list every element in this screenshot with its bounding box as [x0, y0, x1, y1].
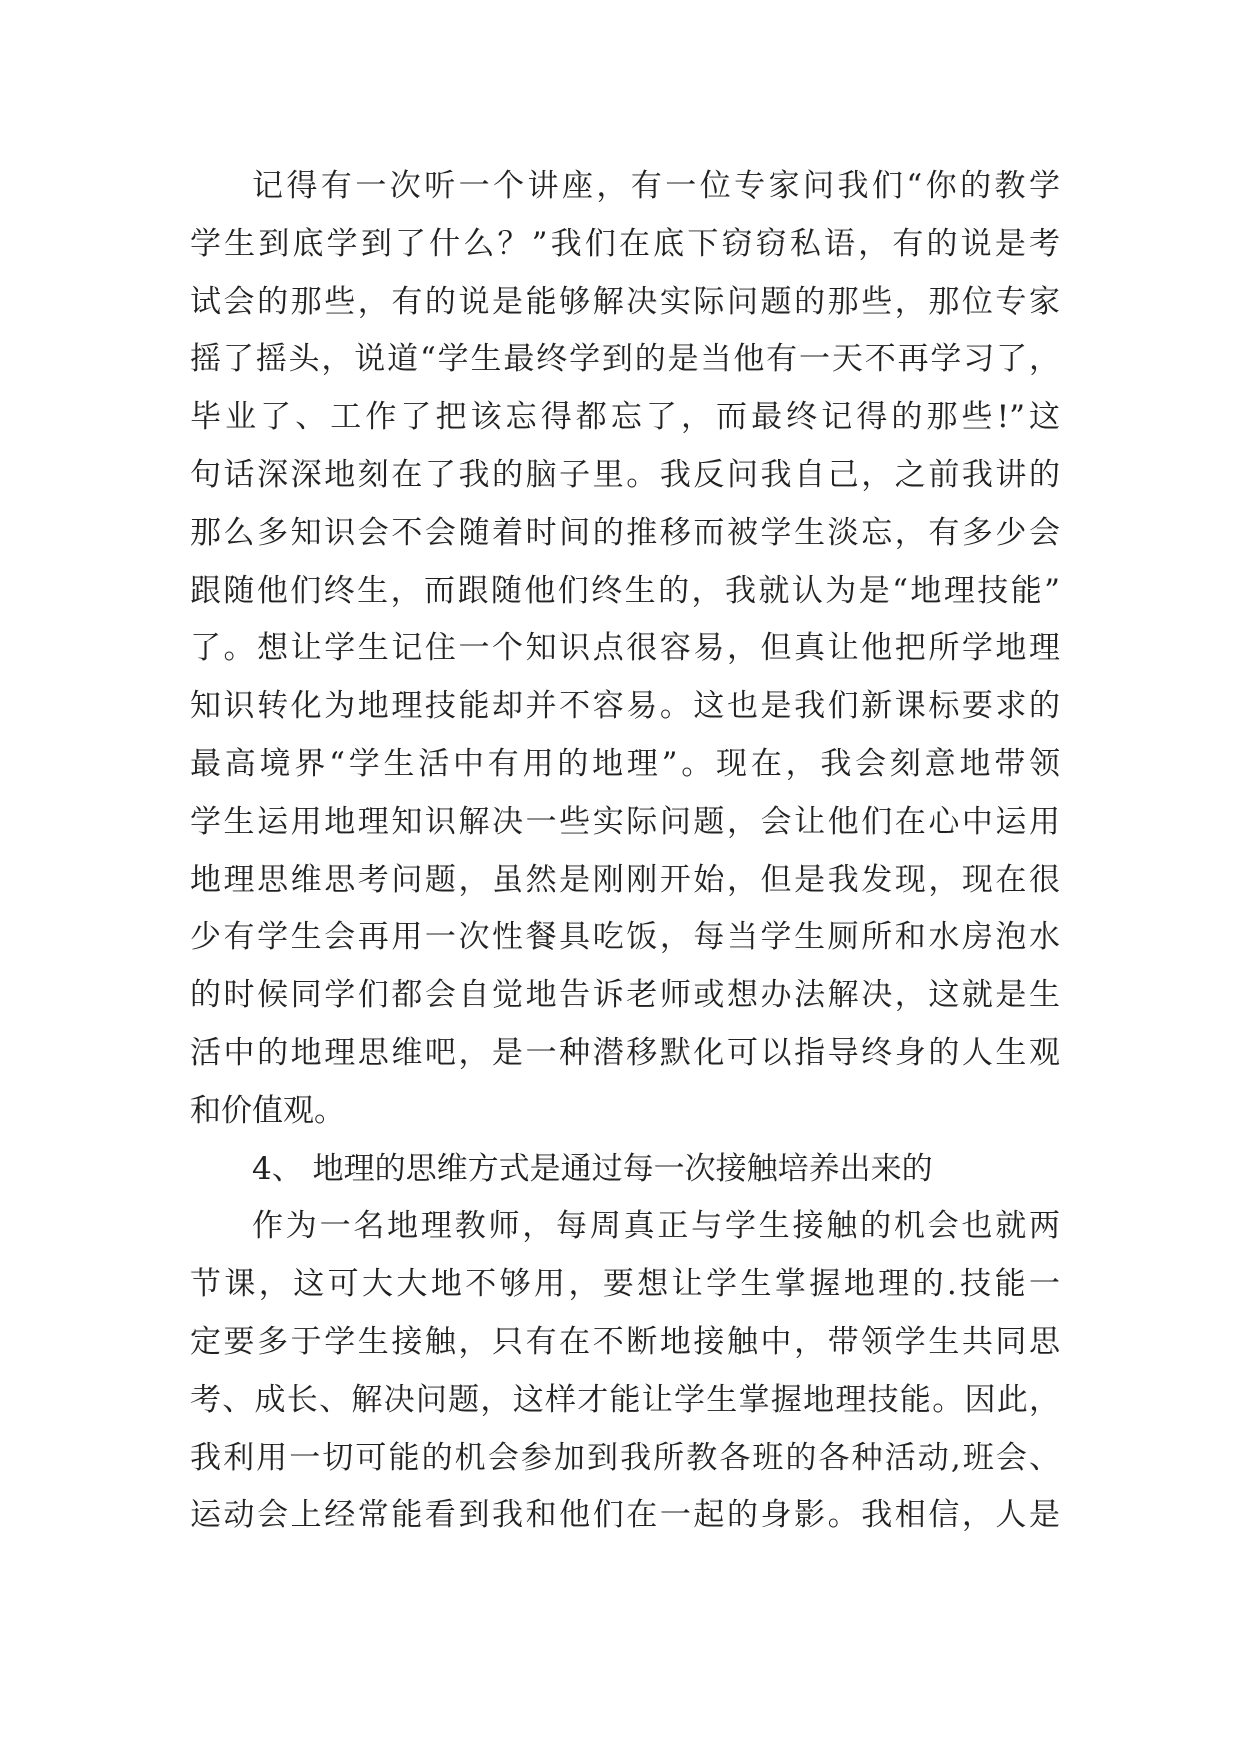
text-line: 活中的地理思维吧，是一种潜移默化可以指导终身的人生观 [190, 1034, 1060, 1071]
text-line: 知识转化为地理技能却并不容易。这也是我们新课标要求的 [190, 688, 1060, 725]
text-line: 学生到底学到了什么？”我们在底下窃窃私语，有的说是考 [190, 225, 1060, 262]
text-line: 句话深深地刻在了我的脑子里。我反问我自己，之前我讲的 [190, 456, 1060, 493]
text-line: 跟随他们终生，而跟随他们终生的，我就认为是“地理技能” [190, 572, 1060, 609]
text-line: 摇了摇头，说道“学生最终学到的是当他有一天不再学习了， [190, 341, 1060, 378]
text-line: 考、成长、解决问题，这样才能让学生掌握地理技能。因此， [190, 1381, 1060, 1418]
text-line: 节课，这可大大地不够用，要想让学生掌握地理的.技能一 [190, 1266, 1060, 1303]
section-heading: 4、 地理的思维方式是通过每一次接触培养出来的 [252, 1150, 933, 1187]
text-line: 那么多知识会不会随着时间的推移而被学生淡忘，有多少会 [190, 514, 1060, 551]
text-line: 的时候同学们都会自觉地告诉老师或想办法解决，这就是生 [190, 977, 1060, 1014]
text-line: 地理思维思考问题，虽然是刚刚开始，但是我发现，现在很 [190, 861, 1060, 898]
text-line: 和价值观。 [190, 1092, 345, 1129]
text-line: 毕业了、工作了把该忘得都忘了，而最终记得的那些!”这 [190, 399, 1060, 436]
text-line: 试会的那些，有的说是能够解决实际问题的那些，那位专家 [190, 283, 1060, 320]
text-line: 了。想让学生记住一个知识点很容易，但真让他把所学地理 [190, 630, 1060, 667]
body-text [190, 158, 1060, 1545]
text-line: 作为一名地理教师，每周真正与学生接触的机会也就两 [252, 1208, 1060, 1245]
text-line: 定要多于学生接触，只有在不断地接触中，带领学生共同思 [190, 1323, 1060, 1360]
text-line: 记得有一次听一个讲座，有一位专家问我们“你的教学 [252, 168, 1060, 204]
text-line: 学生运用地理知识解决一些实际问题，会让他们在心中运用 [190, 803, 1060, 840]
text-line: 最高境界“学生活中有用的地理”。现在，我会刻意地带领 [190, 745, 1060, 782]
text-line: 我利用一切可能的机会参加到我所教各班的各种活动,班会、 [190, 1439, 1060, 1476]
text-line: 运动会上经常能看到我和他们在一起的身影。我相信，人是 [190, 1497, 1060, 1534]
text-line: 少有学生会再用一次性餐具吃饭，每当学生厕所和水房泡水 [190, 919, 1060, 956]
